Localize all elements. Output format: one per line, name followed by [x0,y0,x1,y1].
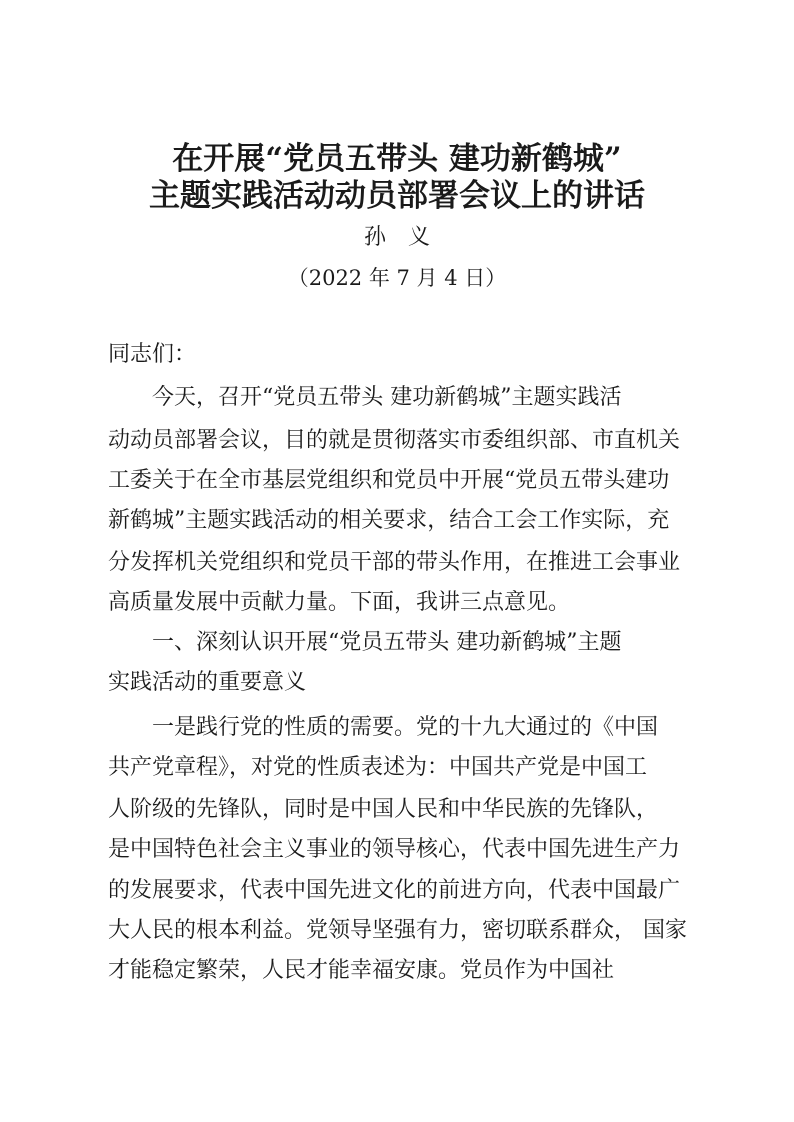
paragraph-line: 高质量发展中贡献力量。下面，我讲三点意见。 [108,590,571,615]
section-heading-line: 实践活动的重要意义 [108,670,307,695]
document-author: 孙义 [363,225,452,250]
paragraph-line: 共产党章程》，对党的性质表述为：中国共产党是中国工 [108,755,648,780]
paragraph-line: 人阶级的先锋队，同时是中国人民和中华民族的先锋队， [108,797,659,822]
greeting: 同志们： [108,342,197,367]
section-heading-line: 一、深刻认识开展“党员五带头 建功新鹤城”主题 [152,630,622,655]
paragraph-line: 的发展要求，代表中国先进文化的前进方向，代表中国最广 [108,878,681,903]
paragraph-line: 工委关于在全市基层党组织和党员中开展“党员五带头建功 [108,468,670,493]
document-date: （2022 年 7 月 4 日） [287,266,507,290]
paragraph-line: 动动员部署会议，目的就是贯彻落实市委组织部、市直机关 [108,428,681,453]
paragraph-line: 今天，召开“党员五带头 建功新鹤城”主题实践活 [152,385,622,410]
document-title-line-2: 主题实践活动动员部署会议上的讲话 [149,178,645,214]
paragraph-line: 是中国特色社会主义事业的领导核心，代表中国先进生产力 [108,837,681,862]
document-title-line-1: 在开展“党员五带头 建功新鹤城” [172,141,622,177]
paragraph-line: 才能稳定繁荣，人民才能幸福安康。党员作为中国社 [108,958,615,983]
paragraph-line: 大人民的根本利益。党领导坚强有力，密切联系群众， 国家 [108,918,687,943]
paragraph-line: 新鹤城”主题实践活动的相关要求，结合工会工作实际，充 [108,508,670,533]
paragraph-line: 分发挥机关党组织和党员干部的带头作用，在推进工会事业 [108,550,681,575]
paragraph-line: 一是践行党的性质的需要。党的十九大通过的《中国 [152,715,659,740]
